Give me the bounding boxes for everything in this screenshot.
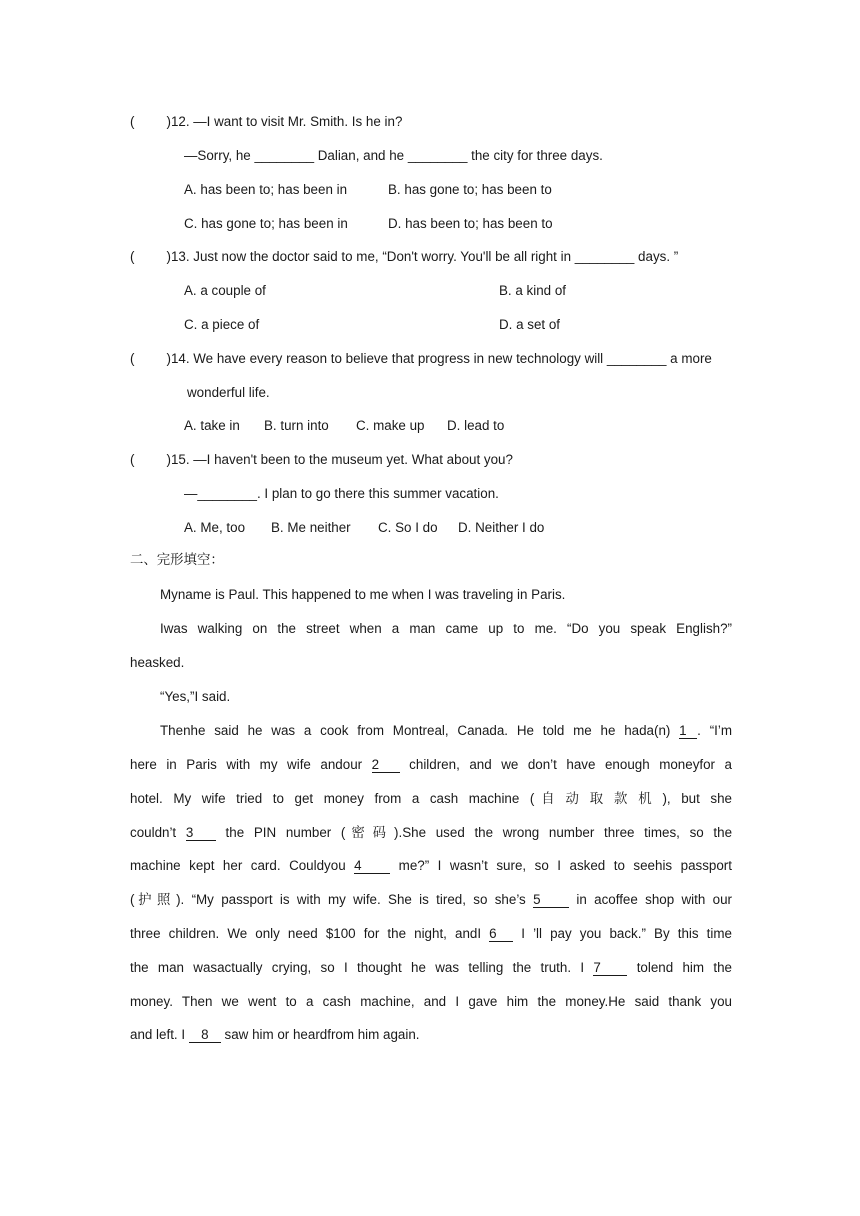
question-13-option-c: C. a piece of	[184, 317, 260, 332]
passage-line: (护照). “My passport is with my wife. She is tired, so she’s 5 in acoffee shop with our	[130, 892, 732, 908]
passage-line: machine kept her card. Couldyou 4 me?” I wasn’t sure, so I asked to seehis passport	[130, 858, 732, 873]
question-number: 12.	[170, 114, 190, 129]
passage-line: Myname is Paul. This happened to me when I was traveling in Paris.	[160, 587, 566, 602]
question-number: 14.	[170, 351, 190, 366]
question-15-option-a: A. Me, too	[184, 520, 246, 535]
question-15-stem: ( )15. —I haven't been to the museum yet. What about you?	[130, 452, 513, 467]
passage-line: couldn’t 3 the PIN number (密码).She used the wrong number three times, so the	[130, 825, 733, 841]
question-14-option-a: A. take in	[184, 418, 240, 433]
passage-line: heasked.	[130, 655, 185, 670]
question-12-stem: ( )12. —I want to visit Mr. Smith. Is he in?	[130, 114, 403, 129]
question-12-option-a: A. has been to; has been in	[184, 182, 348, 197]
passage-line: Thenhe said he was a cook from Montreal, Canada. He told me he hada(n) 1 . “I’m	[160, 723, 732, 738]
question-14-stem: ( )14. We have every reason to believe that progress in new technology will ________ a more	[130, 351, 712, 366]
cloze-blank[interactable]: 8	[189, 1028, 221, 1043]
passage-line: hotel. My wife tried to get money from a cash machine (自动取款机), but she	[130, 791, 733, 807]
passage-line: here in Paris with my wife andour 2 children, and we don’t have enough moneyfor a	[130, 757, 732, 772]
question-13-stem: ( )13. Just now the doctor said to me, “Don't worry. You'll be all right in ________ days. ”	[130, 249, 679, 264]
question-number: 15.	[170, 452, 190, 467]
cloze-blank[interactable]: 7	[593, 961, 627, 976]
question-12-option-c: C. has gone to; has been in	[184, 216, 348, 231]
passage-line: the man wasactually crying, so I thought he was telling the truth. I 7 tolend him the	[130, 960, 732, 975]
passage-line: money. Then we went to a cash machine, and I gave him the money.He said thank you	[130, 994, 732, 1009]
question-14-option-c: C. make up	[356, 418, 425, 433]
question-14-stem-cont: wonderful life.	[187, 385, 270, 400]
question-number: 13.	[170, 249, 190, 264]
passage-line: “Yes,”I said.	[160, 689, 231, 704]
question-12-stem2: —Sorry, he ________ Dalian, and he ________ the city for three days.	[184, 148, 603, 163]
cloze-blank[interactable]: 3	[186, 826, 216, 841]
question-12-option-d: D. has been to; has been to	[388, 216, 553, 231]
question-13-option-b: B. a kind of	[499, 283, 566, 298]
cloze-blank[interactable]: 6	[489, 927, 513, 942]
question-15-option-b: B. Me neither	[271, 520, 351, 535]
question-14-option-b: B. turn into	[264, 418, 329, 433]
answer-paren-open: (	[130, 114, 135, 129]
question-15-option-c: C. So I do	[378, 520, 438, 535]
question-12-option-b: B. has gone to; has been to	[388, 182, 552, 197]
question-13-option-a: A. a couple of	[184, 283, 266, 298]
passage-line: and left. I 8 saw him or heardfrom him again.	[130, 1027, 420, 1042]
question-14-option-d: D. lead to	[447, 418, 505, 433]
question-15-stem2: —________. I plan to go there this summer vacation.	[184, 486, 499, 501]
cloze-blank[interactable]: 2	[372, 758, 400, 773]
question-13-option-d: D. a set of	[499, 317, 561, 332]
passage-line: Iwas walking on the street when a man came up to me. “Do you speak English?”	[160, 621, 732, 636]
cloze-blank[interactable]: 1	[679, 724, 697, 739]
cloze-blank[interactable]: 4	[354, 859, 390, 874]
section-heading: 二、完形填空：	[130, 553, 224, 568]
passage-line: three children. We only need $100 for the night, andI 6 I ’ll pay you back.” By this time	[130, 926, 732, 941]
cloze-blank[interactable]: 5	[533, 893, 569, 908]
question-15-option-d: D. Neither I do	[458, 520, 545, 535]
